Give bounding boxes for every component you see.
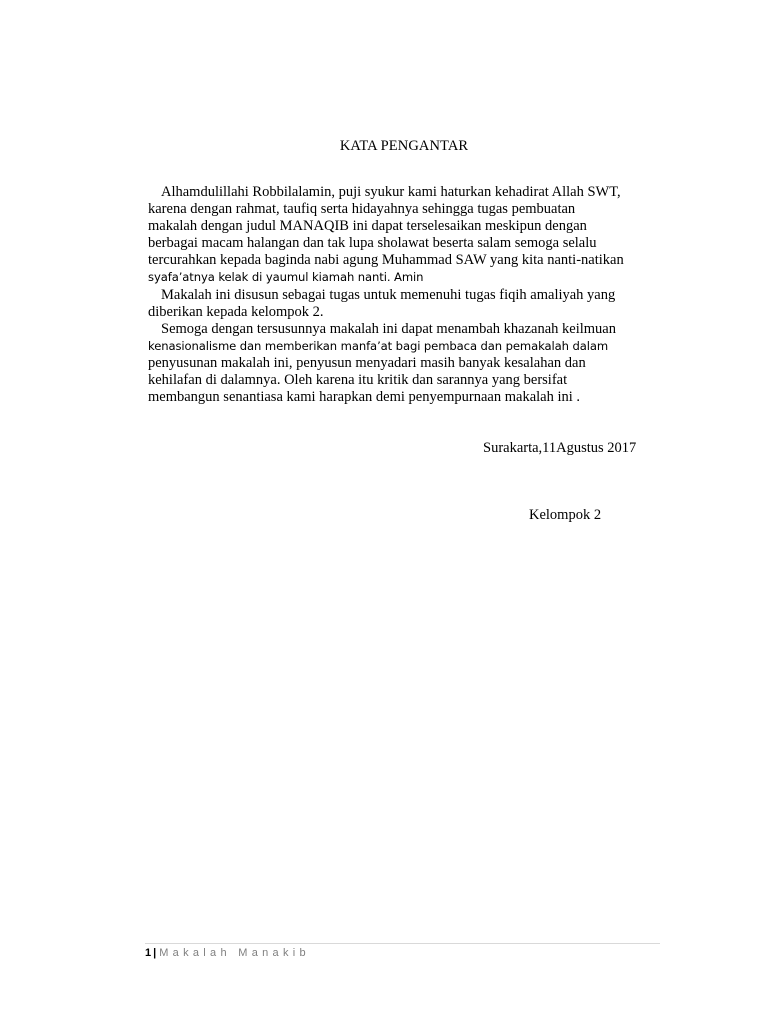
- paragraph-3-line-1: Semoga dengan tersusunnya makalah ini dapat menambah khazanah keilmuan: [161, 320, 616, 337]
- paragraph-1-line-3: makalah dengan judul MANAQIB ini dapat terselesaikan meskipun dengan: [148, 218, 587, 235]
- paragraph-1-line-6: syafa’atnya kelak di yaumul kiamah nanti. Amin: [148, 270, 424, 285]
- page-footer: [145, 947, 310, 959]
- footer-divider: [145, 943, 660, 944]
- page-title: KATA PENGANTAR: [339, 138, 469, 154]
- footer-separator: |: [153, 947, 157, 959]
- paragraph-3-line-5: membangun senantiasa kami harapkan demi penyempurnaan makalah ini .: [148, 389, 581, 406]
- signer: Kelompok 2: [529, 507, 602, 523]
- paragraph-2-line-2: diberikan kepada kelompok 2.: [148, 303, 324, 320]
- paragraph-3-line-4: kehilafan di dalamnya. Oleh karena itu kritik dan sarannya yang bersifat: [148, 372, 568, 389]
- paragraph-3-line-2: kenasionalisme dan memberikan manfa’at bagi pembaca dan pemakalah dalam: [148, 338, 609, 353]
- paragraph-2-line-1: Makalah ini disusun sebagai tugas untuk memenuhi tugas fiqih amaliyah yang: [161, 286, 616, 303]
- running-title: Makalah Manakib: [159, 947, 310, 959]
- body-text: [148, 184, 668, 406]
- page-number: 1: [145, 947, 152, 959]
- paragraph-3-line-3: penyusunan makalah ini, penyusun menyadari masih banyak kesalahan dan: [148, 354, 586, 371]
- paragraph-1-line-4: berbagai macam halangan dan tak lupa sholawat beserta salam semoga selalu: [148, 235, 597, 252]
- paragraph-1-line-1: Alhamdulillahi Robbilalamin, puji syukur kami haturkan kehadirat Allah SWT,: [161, 184, 621, 200]
- paragraph-1-line-5: tercurahkan kepada baginda nabi agung Muhammad SAW yang kita nanti-natikan: [148, 252, 624, 269]
- place-date: Surakarta,11Agustus 2017: [483, 440, 637, 456]
- paragraph-1-line-2: karena dengan rahmat, taufiq serta hidayahnya sehingga tugas pembuatan: [148, 201, 576, 218]
